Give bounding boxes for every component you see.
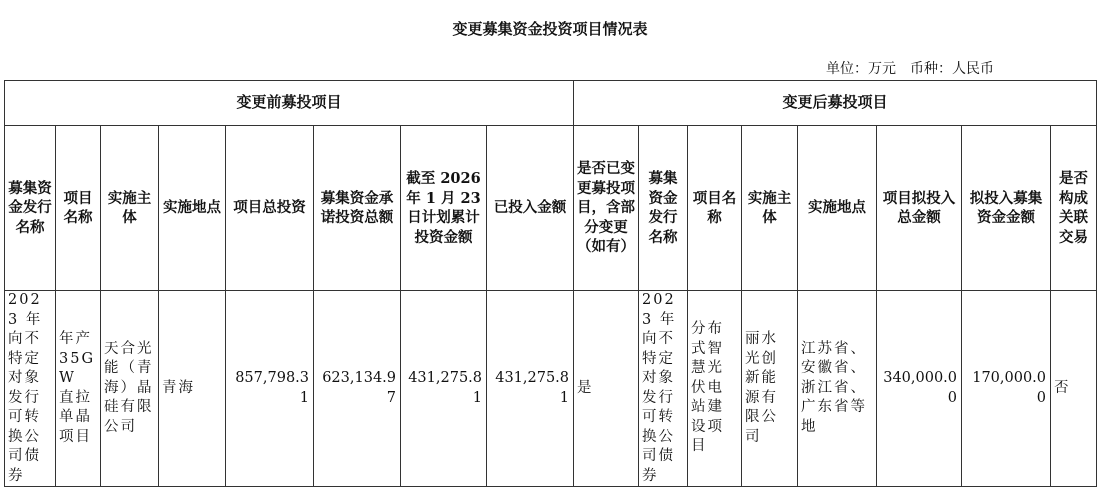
header-cell: 项目拟投入总金额 bbox=[877, 126, 962, 291]
group-before: 变更前募投项目 bbox=[5, 81, 574, 126]
cell-planned-cumulative: 431,275.81 bbox=[401, 291, 487, 487]
cell-location-after: 江苏省、安徽省、浙江省、广东省等地 bbox=[798, 291, 877, 487]
fund-change-table bbox=[4, 80, 1097, 487]
header-cell: 募集资金承诺投资总额 bbox=[314, 126, 401, 291]
page-title: 变更募集资金投资项目情况表 bbox=[452, 20, 648, 38]
cell-location-before: 青海 bbox=[159, 291, 226, 487]
cell-issue-name-before: 2023 年向不特定对象发行可转换公司债券 bbox=[5, 291, 56, 487]
header-cell: 实施地点 bbox=[798, 126, 877, 291]
header-cell: 项目名称 bbox=[56, 126, 101, 291]
cell-project-name-before: 年产 35GW 直拉单晶项目 bbox=[56, 291, 101, 487]
header-cell: 募集资金发行名称 bbox=[5, 126, 56, 291]
header-cell: 已投入金额 bbox=[487, 126, 574, 291]
cell-project-name-after: 分布式智慧光伏电站建设项目 bbox=[688, 291, 742, 487]
header-cell: 实施地点 bbox=[159, 126, 226, 291]
group-after: 变更后募投项目 bbox=[574, 81, 1097, 126]
header-cell: 募集资金发行名称 bbox=[639, 126, 688, 291]
header-cell: 实施主体 bbox=[742, 126, 798, 291]
cell-related-party: 否 bbox=[1051, 291, 1097, 487]
cell-total-investment: 857,798.31 bbox=[226, 291, 314, 487]
table-row bbox=[5, 291, 1097, 487]
header-cell: 截至 2026 年 1 月 23 日计划累计投资金额 bbox=[401, 126, 487, 291]
header-cell: 是否已变更募投项目，含部分变更（如有） bbox=[574, 126, 639, 291]
header-cell: 项目总投资 bbox=[226, 126, 314, 291]
cell-issue-name-after: 2023 年向不特定对象发行可转换公司债券 bbox=[639, 291, 688, 487]
unit-note: 单位：万元 币种：人民币 bbox=[826, 61, 994, 77]
cell-planned-total: 340,000.00 bbox=[877, 291, 962, 487]
cell-invested-amount: 431,275.81 bbox=[487, 291, 574, 487]
header-cell: 实施主体 bbox=[101, 126, 159, 291]
header-row bbox=[5, 126, 1097, 291]
header-cell: 是否构成关联交易 bbox=[1051, 126, 1097, 291]
cell-entity-after: 丽水光创新能源有限公司 bbox=[742, 291, 798, 487]
cell-committed-amount: 623,134.97 bbox=[314, 291, 401, 487]
cell-planned-raised: 170,000.00 bbox=[962, 291, 1051, 487]
cell-changed-flag: 是 bbox=[574, 291, 639, 487]
cell-entity-before: 天合光能（青海）晶硅有限公司 bbox=[101, 291, 159, 487]
header-cell: 拟投入募集资金金额 bbox=[962, 126, 1051, 291]
header-cell: 项目名称 bbox=[688, 126, 742, 291]
